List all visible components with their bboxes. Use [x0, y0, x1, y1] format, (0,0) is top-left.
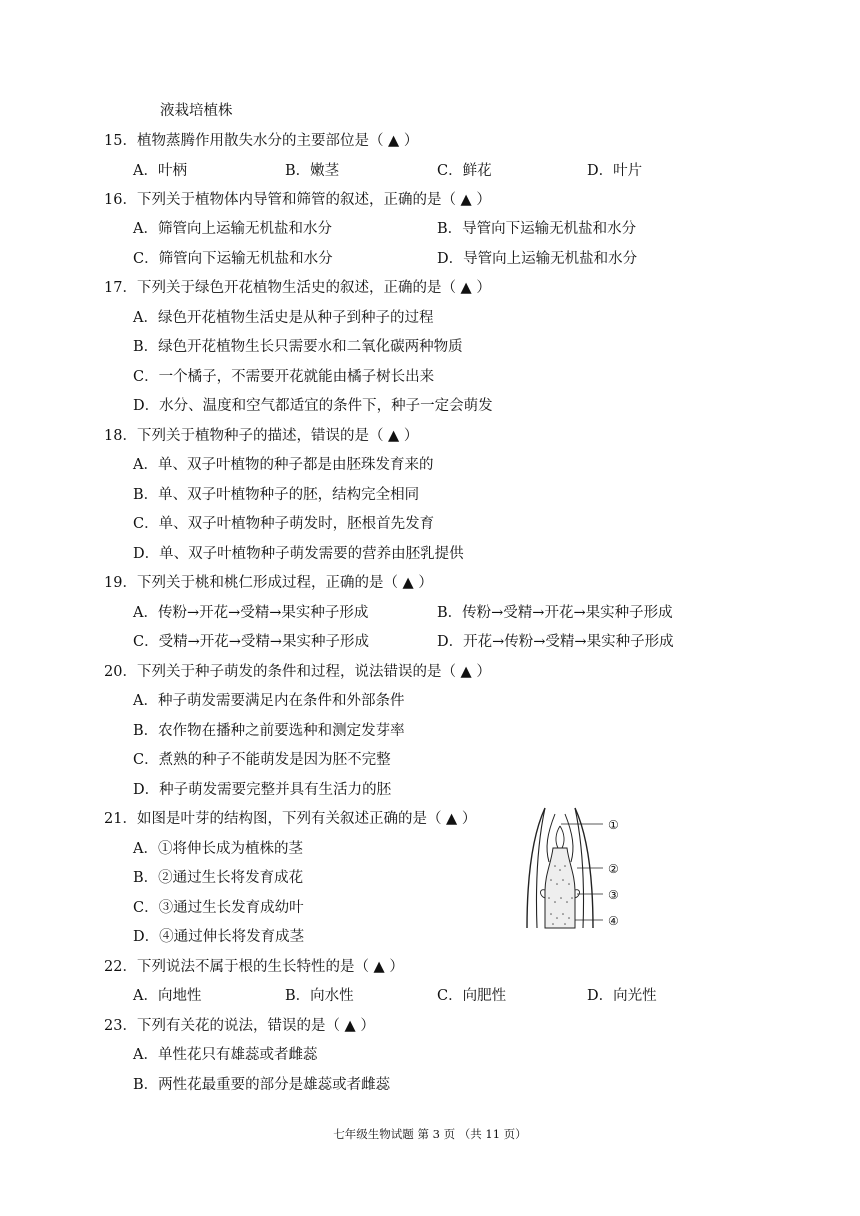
q16-option-b: B．导管向下运输无机盐和水分 [437, 221, 637, 237]
q21-option-d: D．④通过伸长将发育成茎 [133, 929, 305, 945]
question-17-stem: 17．下列关于绿色开花植物生活史的叙述，正确的是（ ▲ ） [104, 280, 491, 296]
q19-option-a: A．传粉→开花→受精→果实种子形成 [133, 605, 369, 621]
q18-option-b: B．单、双子叶植物种子的胚，结构完全相同 [133, 487, 420, 503]
question-20-stem: 20．下列关于种子萌发的条件和过程，说法错误的是（ ▲ ） [104, 664, 491, 680]
page-footer: 七年级生物试题 第 3 页 （共 11 页） [333, 1127, 527, 1141]
q20-option-b: B．农作物在播种之前要选种和测定发芽率 [133, 723, 405, 739]
question-15-stem: 15．植物蒸腾作用散失水分的主要部位是（ ▲ ） [104, 133, 419, 149]
q22-option-c: C．向肥性 [437, 988, 507, 1004]
q15-option-a: A．叶柄 [133, 163, 187, 179]
question-21-stem: 21．如图是叶芽的结构图，下列有关叙述正确的是（ ▲ ） [104, 811, 477, 827]
figure-label-3: ③ [608, 888, 619, 902]
q16-option-d: D．导管向上运输无机盐和水分 [437, 251, 638, 267]
q17-option-c: C．一个橘子，不需要开花就能由橘子树长出来 [133, 369, 435, 385]
q15-option-b: B．嫩茎 [285, 163, 340, 179]
question-19-stem: 19．下列关于桃和桃仁形成过程，正确的是（ ▲ ） [104, 575, 433, 591]
q19-option-d: D．开花→传粉→受精→果实种子形成 [437, 634, 674, 650]
q22-option-d: D．向光性 [587, 988, 657, 1004]
q19-option-c: C．受精→开花→受精→果实种子形成 [133, 634, 370, 650]
question-23-stem: 23．下列有关花的说法，错误的是（ ▲ ） [104, 1018, 375, 1034]
q15-option-d: D．叶片 [587, 163, 643, 179]
q22-option-b: B．向水性 [285, 988, 354, 1004]
q18-option-d: D．单、双子叶植物种子萌发需要的营养由胚乳提供 [133, 546, 464, 562]
q15-option-c: C．鲜花 [437, 163, 492, 179]
q16-option-c: C．筛管向下运输无机盐和水分 [133, 251, 333, 267]
figure-label-1: ① [608, 818, 619, 832]
continuation-text: 液栽培植株 [160, 103, 233, 119]
question-22-stem: 22．下列说法不属于根的生长特性的是（ ▲ ） [104, 959, 404, 975]
q17-option-d: D．水分、温度和空气都适宜的条件下，种子一定会萌发 [133, 398, 493, 414]
question-16-stem: 16．下列关于植物体内导管和筛管的叙述，正确的是（ ▲ ） [104, 192, 491, 208]
q20-option-d: D．种子萌发需要完整并具有生活力的胚 [133, 782, 392, 798]
question-18-stem: 18．下列关于植物种子的描述，错误的是（ ▲ ） [104, 428, 419, 444]
q17-option-a: A．绿色开花植物生活史是从种子到种子的过程 [133, 310, 434, 326]
figure-label-4: ④ [608, 914, 619, 928]
q18-option-a: A．单、双子叶植物的种子都是由胚珠发育来的 [133, 457, 434, 473]
q20-option-a: A．种子萌发需要满足内在条件和外部条件 [133, 693, 405, 709]
q21-option-c: C．③通过生长发育成幼叶 [133, 900, 304, 916]
q18-option-c: C．单、双子叶植物种子萌发时，胚根首先发育 [133, 516, 435, 532]
q23-option-a: A．单性花只有雄蕊或者雌蕊 [133, 1047, 318, 1063]
figure-label-2: ② [608, 862, 619, 876]
q21-option-a: A．①将伸长成为植株的茎 [133, 841, 303, 857]
leaf-bud-diagram [515, 804, 635, 934]
q23-option-b: B．两性花最重要的部分是雄蕊或者雌蕊 [133, 1077, 391, 1093]
q21-option-b: B．②通过生长将发育成花 [133, 870, 304, 886]
q20-option-c: C．煮熟的种子不能萌发是因为胚不完整 [133, 752, 391, 768]
q19-option-b: B．传粉→受精→开花→果实种子形成 [437, 605, 673, 621]
q22-option-a: A．向地性 [133, 988, 202, 1004]
q17-option-b: B．绿色开花植物生长只需要水和二氧化碳两种物质 [133, 339, 463, 355]
q16-option-a: A．筛管向上运输无机盐和水分 [133, 221, 332, 237]
